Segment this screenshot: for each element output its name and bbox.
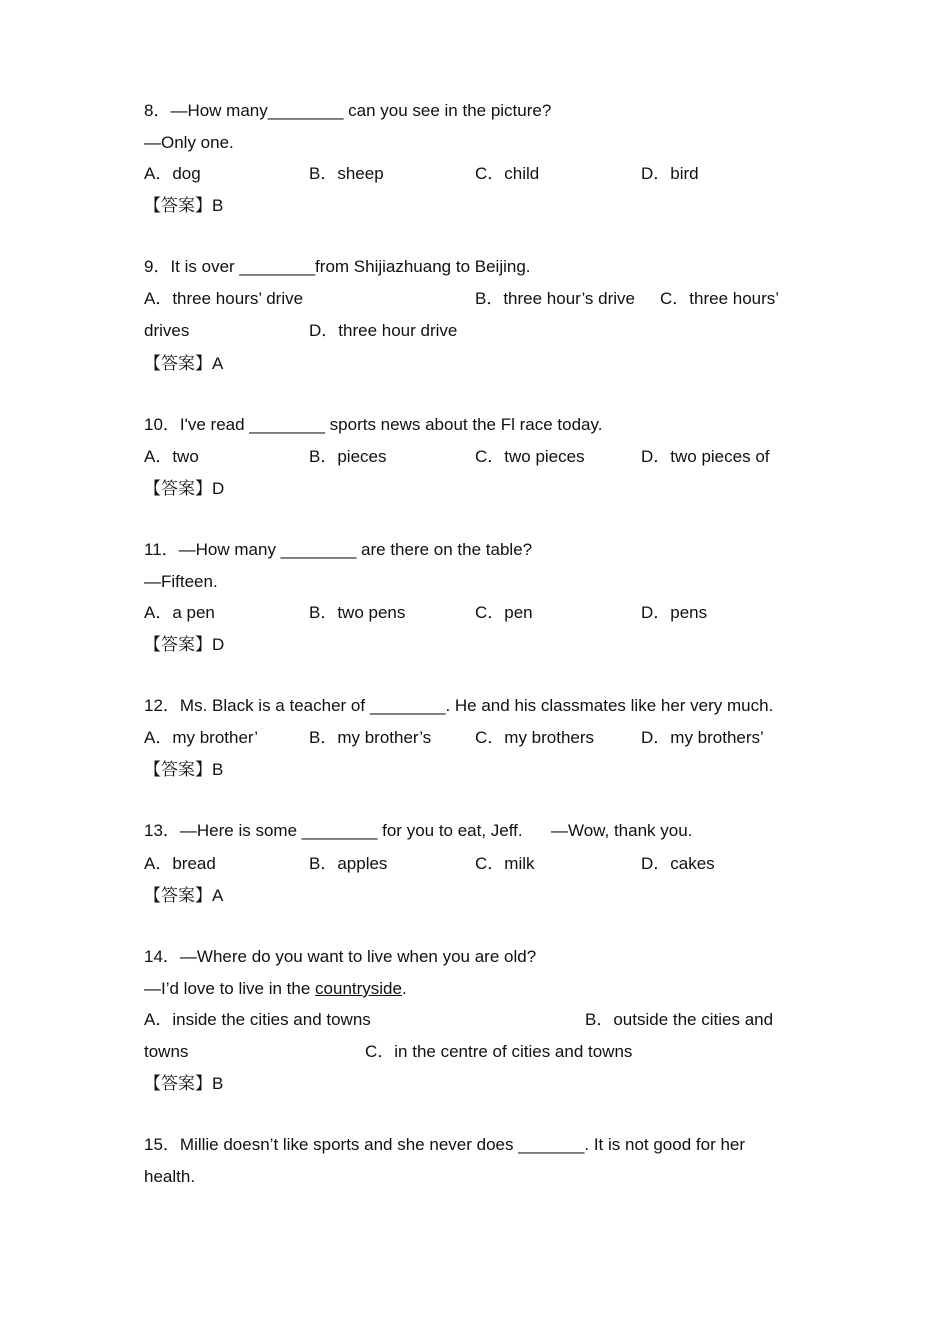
q15-stem-line1: 15．Millie doesn’t like sports and she never does _______. It is not good for her bbox=[144, 1135, 746, 1154]
q14-stem-line2 bbox=[144, 978, 407, 1000]
q12-stem: 12．Ms. Black is a teacher of ________. He and his classmates like her very much. bbox=[144, 696, 774, 715]
q9-option-c-wrap: drives bbox=[144, 321, 190, 340]
q14-stem-prefix: —I’d love to live in the bbox=[144, 979, 316, 998]
q11-stem-line1: 11．—How many ________ are there on the table? bbox=[144, 540, 533, 559]
q13-option-a: A．bread bbox=[144, 854, 216, 873]
q12-option-d: D．my brothers’ bbox=[641, 728, 764, 747]
q12-option-c: C．my brothers bbox=[475, 728, 595, 747]
q12-option-b: B．my brother’s bbox=[309, 728, 432, 747]
q9-stem: 9．It is over ________from Shijiazhuang to Beijing. bbox=[144, 257, 531, 276]
q8-option-d: D．bird bbox=[641, 164, 699, 183]
q15-stem-line2: health. bbox=[144, 1167, 196, 1186]
q11-option-c: C．pen bbox=[475, 603, 533, 622]
q10-option-a: A．two bbox=[144, 447, 199, 466]
q9-answer: 【答案】A bbox=[144, 354, 224, 373]
q13-option-c: C．milk bbox=[475, 854, 535, 873]
q14-option-a: A．inside the cities and towns bbox=[144, 1010, 371, 1029]
q8-option-c: C．child bbox=[475, 164, 540, 183]
q13-answer: 【答案】A bbox=[144, 886, 224, 905]
q14-stem-line1: 14．—Where do you want to live when you are old? bbox=[144, 947, 537, 966]
q8-option-a: A．dog bbox=[144, 164, 201, 183]
q14-underlined-word: countryside bbox=[315, 979, 402, 998]
q11-answer: 【答案】D bbox=[144, 635, 225, 654]
q8-stem-line1: 8．—How many________ can you see in the picture? bbox=[144, 101, 552, 120]
q9-option-d: D．three hour drive bbox=[309, 321, 458, 340]
q13-stem: 13．—Here is some ________ for you to eat, Jeff. —Wow, thank you. bbox=[144, 821, 693, 840]
q11-stem-line2: —Fifteen. bbox=[144, 572, 218, 591]
q11-option-b: B．two pens bbox=[309, 603, 406, 622]
q14-option-b: B．outside the cities and bbox=[585, 1010, 774, 1029]
q11-option-a: A．a pen bbox=[144, 603, 215, 622]
q14-option-c: C．in the centre of cities and towns bbox=[365, 1042, 633, 1061]
q12-option-a: A．my brother’ bbox=[144, 728, 258, 747]
q10-option-b: B．pieces bbox=[309, 447, 387, 466]
q14-answer: 【答案】B bbox=[144, 1074, 224, 1093]
q10-answer: 【答案】D bbox=[144, 479, 225, 498]
q9-option-a: A．three hours’ drive bbox=[144, 289, 304, 308]
q14-option-b-wrap: towns bbox=[144, 1042, 189, 1061]
q14-stem-suffix: . bbox=[401, 979, 407, 998]
q9-option-c: C．three hours’ bbox=[660, 289, 780, 308]
q8-option-b: B．sheep bbox=[309, 164, 384, 183]
q8-answer: 【答案】B bbox=[144, 196, 224, 215]
q13-option-d: D．cakes bbox=[641, 854, 715, 873]
q10-option-c: C．two pieces bbox=[475, 447, 585, 466]
q13-option-b: B．apples bbox=[309, 854, 388, 873]
q12-answer: 【答案】B bbox=[144, 760, 224, 779]
q10-stem: 10．I've read ________ sports news about the Fl race today. bbox=[144, 415, 603, 434]
q8-stem-line2: —Only one. bbox=[144, 133, 234, 152]
q10-option-d: D．two pieces of bbox=[641, 447, 770, 466]
q11-option-d: D．pens bbox=[641, 603, 708, 622]
q9-option-b: B．three hour’s drive bbox=[475, 289, 636, 308]
